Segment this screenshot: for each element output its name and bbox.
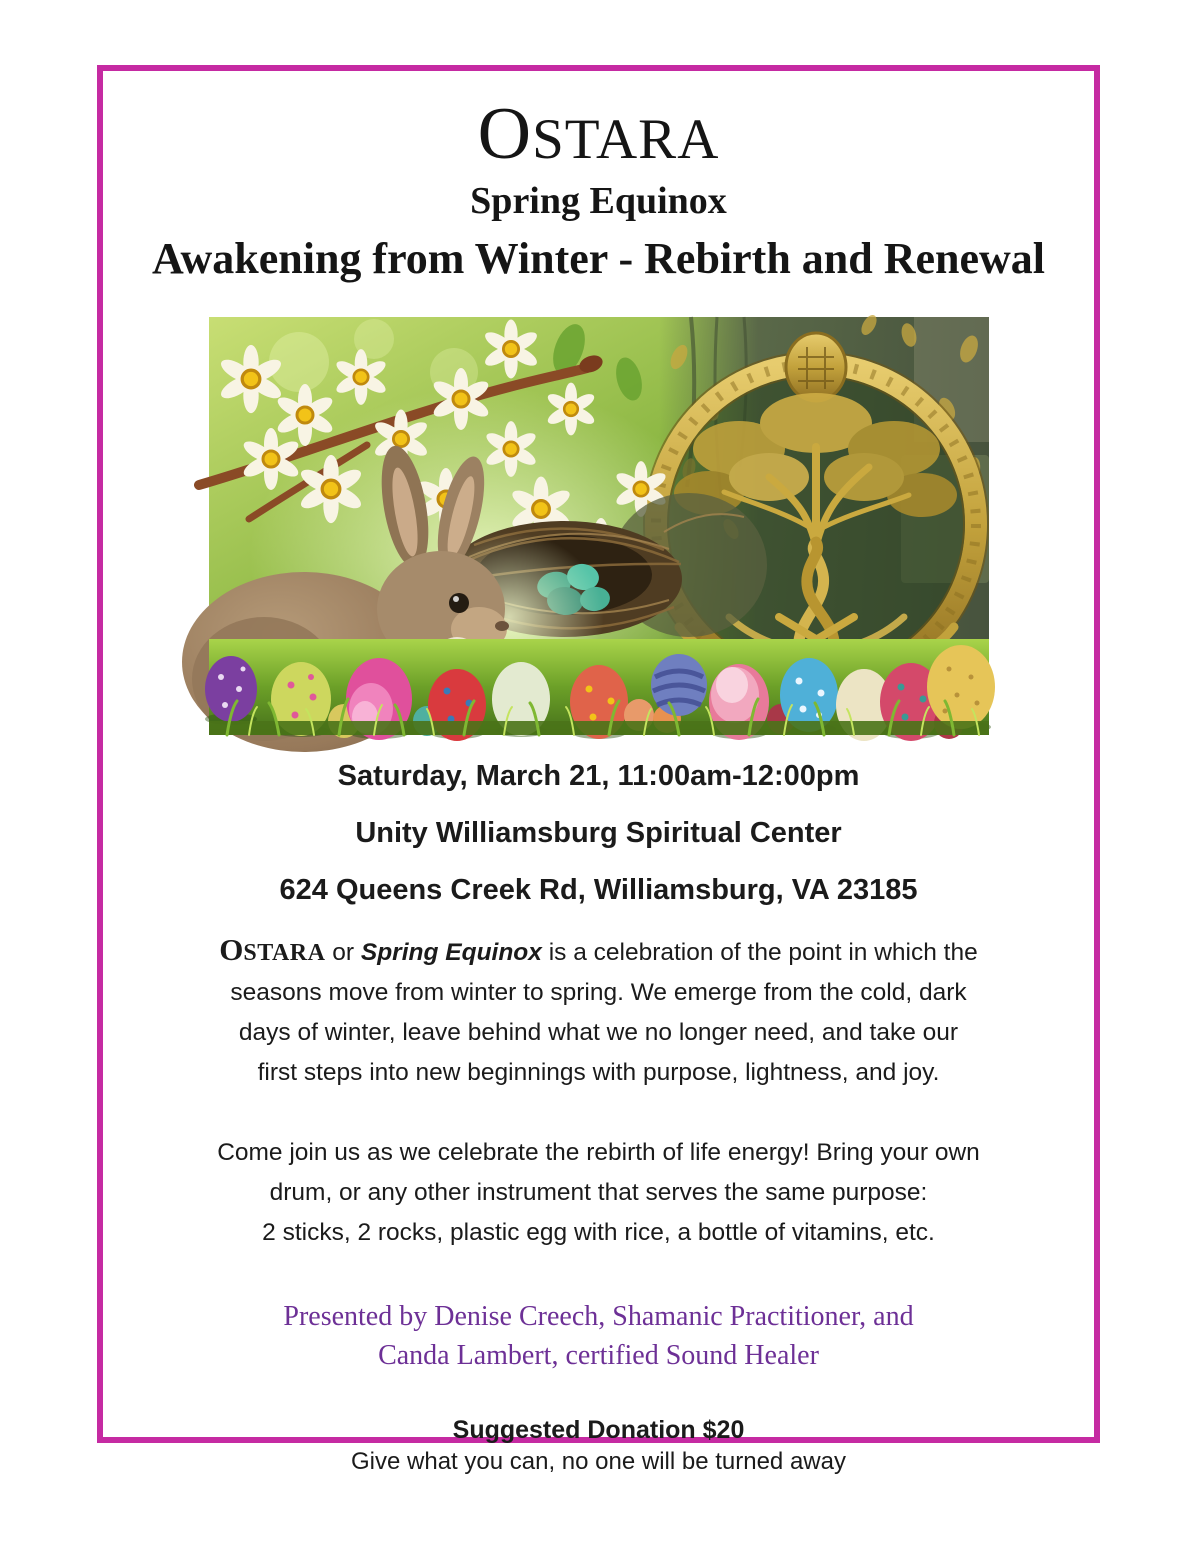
flyer-border — [97, 65, 1100, 1476]
description-paragraph — [189, 930, 1009, 1093]
presenters-line1: Presented by Denise Creech, Shamanic Practitioner, and — [283, 1301, 914, 1333]
invitation-line3: 2 sticks, 2 rocks, plastic egg with rice, a bottle of vitamins, etc. — [262, 1219, 935, 1247]
invitation-line1: Come join us as we celebrate the rebirth of life energy! Bring your own — [217, 1139, 980, 1167]
title-initial: O — [477, 93, 533, 175]
presenters-text — [103, 1297, 1094, 1375]
page-title — [103, 93, 1094, 175]
ostara-initial: O — [219, 932, 244, 968]
donation-block — [103, 1415, 1094, 1477]
event-datetime: Saturday, March 21, 11:00am-12:00pm — [337, 760, 860, 793]
tagline: Awakening from Winter - Rebirth and Renewal — [151, 233, 1046, 283]
event-details — [103, 759, 1094, 907]
donation-note: Give what you can, no one will be turned away — [351, 1448, 846, 1476]
description-line3: days of winter, leave behind what we no longer need, and take our — [238, 1019, 959, 1047]
description-line4: first steps into new beginnings with purpose, lightness, and joy. — [257, 1059, 940, 1087]
or-text: or — [325, 939, 361, 967]
description-line2: seasons move from winter to spring. We emerge from the cold, dark — [230, 979, 967, 1007]
donation-heading: Suggested Donation $20 — [452, 1416, 745, 1445]
equinox-label: Spring Equinox — [360, 939, 542, 967]
title-rest: STARA — [532, 108, 720, 171]
ostara-rest: STARA — [243, 940, 326, 967]
invitation-line2: drum, or any other instrument that serves the same purpose: — [269, 1179, 928, 1207]
event-address: 624 Queens Creek Rd, Williamsburg, VA 23185 — [279, 874, 918, 907]
invitation-paragraph — [189, 1133, 1009, 1253]
spring-scene-image — [209, 317, 989, 735]
event-venue: Unity Williamsburg Spiritual Center — [355, 817, 842, 850]
description-line1: is a celebration of the point in which the — [541, 939, 978, 967]
subtitle: Spring Equinox — [470, 180, 727, 222]
presenters-line2: Canda Lambert, certified Sound Healer — [378, 1340, 819, 1372]
